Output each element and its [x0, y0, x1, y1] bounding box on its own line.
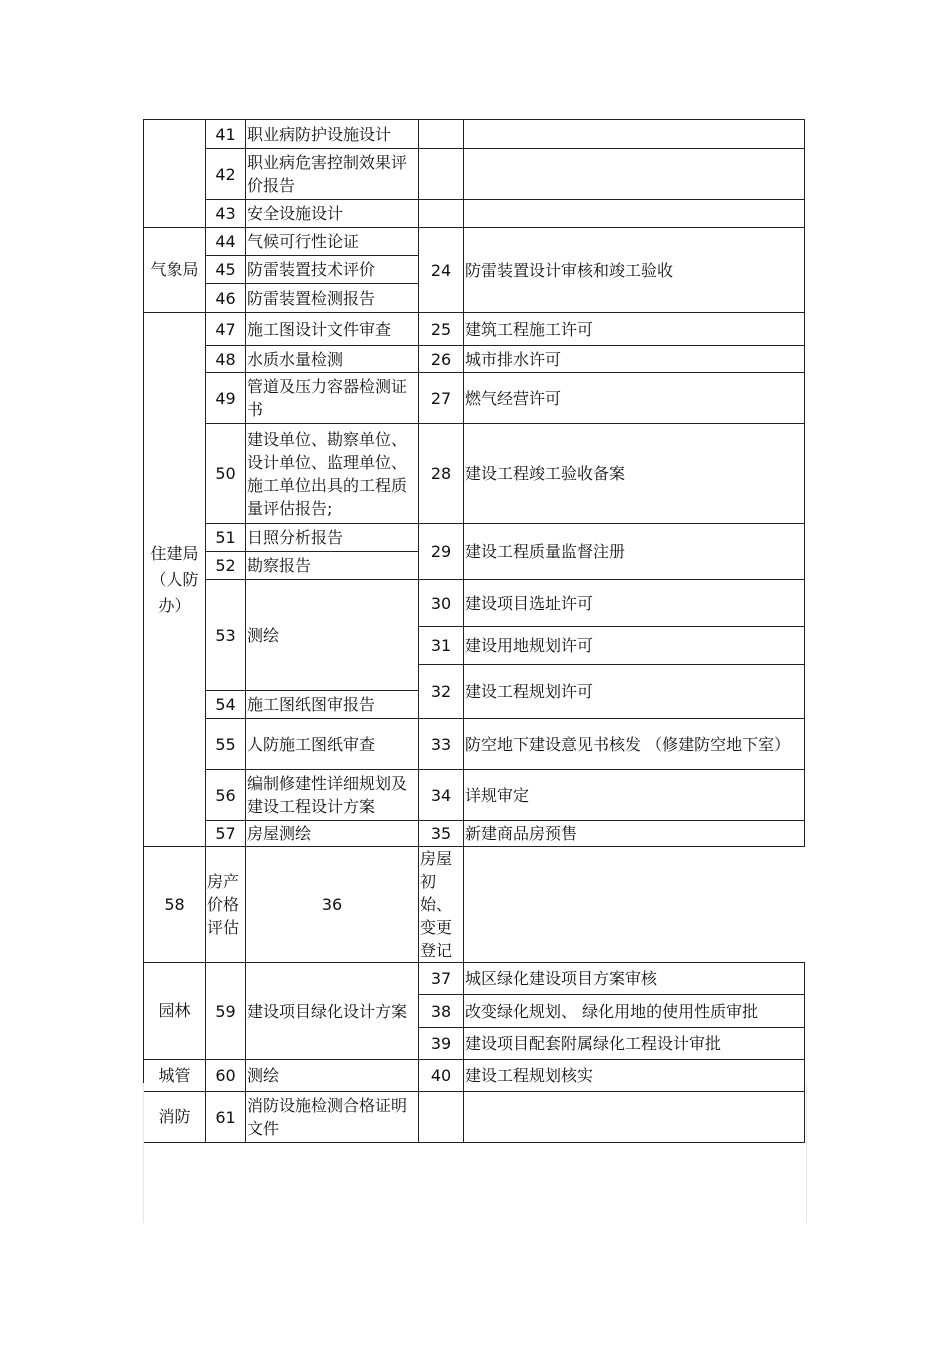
table-row [144, 524, 805, 552]
item-number: 57 [206, 821, 246, 847]
item-number: 41 [206, 120, 246, 149]
permit-name: 燃气经营许可 [464, 373, 805, 424]
item-name: 安全设施设计 [246, 200, 419, 228]
permit-number: 27 [419, 373, 464, 424]
item-name: 编制修建性详细规划及建设工程设计方案 [246, 770, 419, 821]
permit-name: 改变绿化规划、 绿化用地的使用性质审批 [464, 995, 805, 1028]
permit-number-empty [419, 120, 464, 149]
approval-items-table [143, 119, 805, 1143]
table-row [144, 821, 805, 847]
permit-number: 32 [419, 665, 464, 719]
permit-name: 防雷装置设计审核和竣工验收 [464, 228, 805, 313]
item-name: 勘察报告 [246, 552, 419, 580]
item-name: 日照分析报告 [246, 524, 419, 552]
permit-name-empty [464, 149, 805, 200]
permit-name: 城市排水许可 [464, 346, 805, 373]
item-number: 55 [206, 719, 246, 770]
item-name: 管道及压力容器检测证书 [246, 373, 419, 424]
dept-name: 园林 [144, 963, 206, 1060]
permit-name: 建设工程规划许可 [464, 665, 805, 719]
table-row [144, 963, 805, 995]
permit-number: 38 [419, 995, 464, 1028]
item-name: 人防施工图纸审查 [246, 719, 419, 770]
item-name: 气候可行性论证 [246, 228, 419, 256]
item-name: 防雷装置技术评价 [246, 256, 419, 284]
item-number: 53 [206, 580, 246, 691]
permit-number: 25 [419, 313, 464, 346]
item-name: 测绘 [246, 1060, 419, 1092]
item-name: 房产价格评估 [206, 847, 246, 963]
permit-number-empty [419, 149, 464, 200]
permit-name: 新建商品房预售 [464, 821, 805, 847]
item-number: 60 [206, 1060, 246, 1092]
dept-name: 消防 [144, 1092, 206, 1143]
item-name: 建设项目绿化设计方案 [246, 963, 419, 1060]
table-row [144, 373, 805, 424]
item-number: 47 [206, 313, 246, 346]
permit-number: 30 [419, 580, 464, 627]
permit-name: 建筑工程施工许可 [464, 313, 805, 346]
permit-name: 建设工程规划核实 [464, 1060, 805, 1092]
dept-name: 住建局（人防办） [144, 313, 206, 847]
item-name: 职业病危害控制效果评价报告 [246, 149, 419, 200]
permit-name: 防空地下建设意见书核发 （修建防空地下室） [464, 719, 805, 770]
item-number: 46 [206, 284, 246, 313]
item-number: 54 [206, 691, 246, 719]
item-number: 59 [206, 963, 246, 1060]
permit-number: 36 [246, 847, 419, 963]
item-name: 防雷装置检测报告 [246, 284, 419, 313]
permit-name: 建设工程竣工验收备案 [464, 424, 805, 524]
item-name: 施工图纸图审报告 [246, 691, 419, 719]
table-row [144, 200, 805, 228]
permit-number: 26 [419, 346, 464, 373]
permit-number: 35 [419, 821, 464, 847]
item-name: 消防设施检测合格证明文件 [246, 1092, 419, 1143]
permit-name-empty [464, 120, 805, 149]
permit-number: 29 [419, 524, 464, 580]
permit-number: 33 [419, 719, 464, 770]
dept-name: 城管 [144, 1060, 206, 1092]
item-number: 45 [206, 256, 246, 284]
permit-name: 建设项目配套附属绿化工程设计审批 [464, 1028, 805, 1060]
dept-cell-unlabeled [144, 120, 206, 228]
table-row [144, 346, 805, 373]
item-name: 职业病防护设施设计 [246, 120, 419, 149]
permit-name: 详规审定 [464, 770, 805, 821]
item-number: 48 [206, 346, 246, 373]
permit-number: 28 [419, 424, 464, 524]
table-row [144, 313, 805, 346]
permit-name: 城区绿化建设项目方案审核 [464, 963, 805, 995]
item-name: 建设单位、勘察单位、设计单位、监理单位、施工单位出具的工程质量评估报告; [246, 424, 419, 524]
table-row [144, 424, 805, 524]
permit-number: 31 [419, 627, 464, 665]
permit-name: 建设项目选址许可 [464, 580, 805, 627]
item-number: 43 [206, 200, 246, 228]
item-number: 58 [144, 847, 206, 963]
permit-name: 建设工程质量监督注册 [464, 524, 805, 580]
item-number: 61 [206, 1092, 246, 1143]
item-number: 51 [206, 524, 246, 552]
permit-number-empty [419, 200, 464, 228]
permit-number: 37 [419, 963, 464, 995]
table-row [144, 847, 805, 963]
permit-name: 房屋初始、变更登记 [419, 847, 464, 963]
table-row [144, 719, 805, 770]
item-name: 测绘 [246, 580, 419, 691]
table-row [144, 770, 805, 821]
item-name: 房屋测绘 [246, 821, 419, 847]
table-row [144, 580, 805, 627]
item-number: 52 [206, 552, 246, 580]
item-number: 50 [206, 424, 246, 524]
dept-name: 气象局 [144, 228, 206, 313]
item-number: 49 [206, 373, 246, 424]
table-row [144, 228, 805, 256]
item-number: 44 [206, 228, 246, 256]
item-number: 42 [206, 149, 246, 200]
table-row [144, 120, 805, 149]
empty-next-page-frame [143, 1083, 807, 1223]
item-name: 水质水量检测 [246, 346, 419, 373]
permit-number: 34 [419, 770, 464, 821]
table-row [144, 149, 805, 200]
permit-number: 40 [419, 1060, 464, 1092]
permit-name: 建设用地规划许可 [464, 627, 805, 665]
item-number: 56 [206, 770, 246, 821]
permit-number: 39 [419, 1028, 464, 1060]
permit-number: 24 [419, 228, 464, 313]
permit-name-empty [464, 200, 805, 228]
item-name: 施工图设计文件审查 [246, 313, 419, 346]
